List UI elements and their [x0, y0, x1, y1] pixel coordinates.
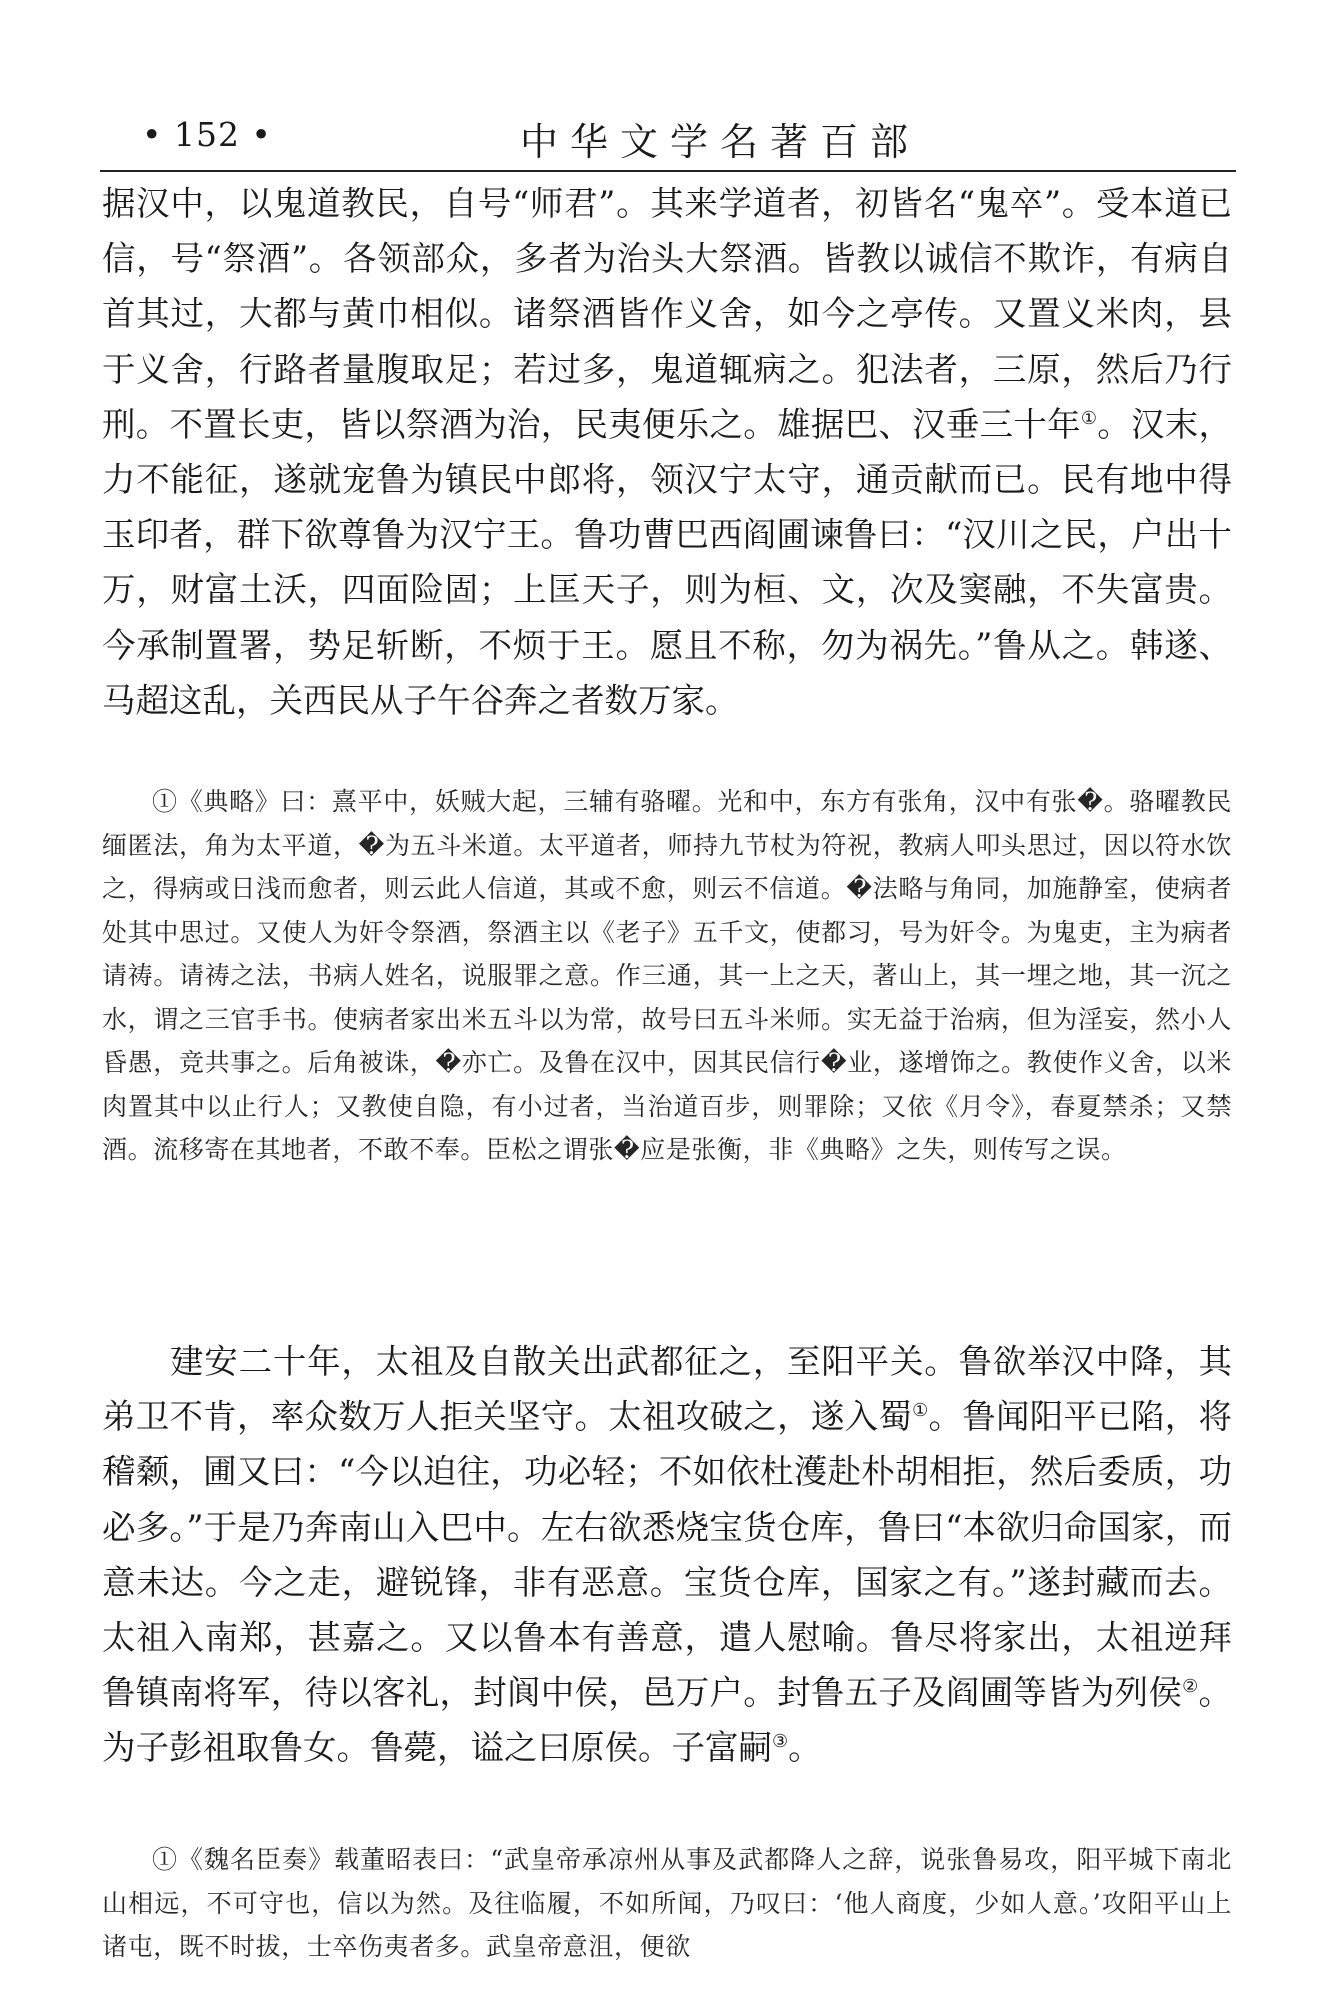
body-paragraph-1: [102, 176, 1232, 728]
page-header: [100, 105, 1236, 165]
body-paragraph-2: [102, 1334, 1232, 1776]
page-number: • 152 •: [142, 115, 272, 154]
paragraph-text: 建安二十年，太祖及自散关出武都征之，至阳平关。鲁欲举汉中降，其弟卫不肯，率众数万人拒关坚守。太祖攻破之，遂入蜀: [102, 1342, 1232, 1437]
footnote-1: ①《典略》曰：熹平中，妖贼大起，三辅有骆曜。光和中，东方有张角，汉中有张�。骆曜教民缅匿法，角为太平道，�为五斗米道。太平道者，师持九节杖为符祝，教病人叩头思过，因以符水饮之，得病或日浅而愈者，则云此人信道，其或不愈，则云不信道。�法略与角同，加施静室，使病者处其中思过。又使人为奸令祭酒，祭酒主以《老子》五千文，使都习，号为奸令。为鬼吏，主为病者请祷。请祷之法，书病人姓名，说服罪之意。作三通，其一上之天，著山上，其一埋之地，其一沉之水，谓之三官手书。使病者家出米五斗以为常，故号曰五斗米师。实无益于治病，但为淫妄，然小人昏愚，竞共事之。后角被诛，�亦亡。及鲁在汉中，因其民信行�业，遂增饰之。教使作义舍，以米肉置其中以止行人；又教使自隐，有小过者，当治道百步，则罪除；又依《月令》，春夏禁杀；又禁酒。流移寄在其地者，不敢不奉。臣松之谓张�应是张衡，非《典略》之失，则传写之误。: [102, 787, 1232, 1164]
paragraph-text: 。汉末，力不能征，遂就宠鲁为镇民中郎将，领汉宁太守，通贡献而已。民有地中得玉印者，群下欲尊鲁为汉宁王。鲁功曹巴西阎圃谏鲁曰：“汉川之民，户出十万，财富土沃，四面险固；上匡天子，则为桓、文，次及窦融，不失富贵。今承制置署，势足斩断，不烦于王。愿且不称，勿为祸先。”鲁从之。韩遂、马超这乱，关西民从子午谷奔之者数万家。: [102, 404, 1233, 720]
footnote-marker: ②: [1182, 1676, 1199, 1698]
paragraph-text: 据汉中，以鬼道教民，自号“师君”。其来学道者，初皆名“鬼卒”。受本道已信，号“祭酒”。各领部众，多者为治头大祭酒。皆教以诚信不欺诈，有病自首其过，大都与黄巾相似。诸祭酒皆作义舍，如今之亭传。又置义米肉，县于义舍，行路者量腹取足；若过多，鬼道辄病之。犯法者，三原，然后乃行刑。不置长吏，皆以祭酒为治，民夷便乐之。雄据巴、汉垂三十年: [102, 184, 1232, 444]
running-title: 中华文学名著百部: [520, 120, 921, 164]
footnote-marker: ①: [1080, 407, 1098, 429]
paragraph-text: 。: [788, 1728, 822, 1768]
footnote-marker: ③: [772, 1731, 789, 1753]
header-rule: [100, 170, 1236, 172]
paragraph-text: 。为子彭祖取鲁女。鲁薨，谥之曰原侯。子富嗣: [102, 1673, 1232, 1768]
footnote-2: ①《魏名臣奏》载董昭表曰：“武皇帝承凉州从事及武都降人之辞，说张鲁易攻，阳平城下南北山相远，不可守也，信以为然。及往临履，不如所闻，乃叹曰：‘他人商度，少如人意。’攻阳平山上诸屯，既不时拔，士卒伤夷者多。武皇帝意沮，便欲: [102, 1845, 1232, 1961]
paragraph-text: 。鲁闻阳平已陷，将稽颡，圃又曰：“今以迫往，功必轻；不如依杜濩赴朴胡相拒，然后委质，功必多。”于是乃奔南山入巴中。左右欲悉烧宝货仓库，鲁曰“本欲归命国家，而意未达。今之走，避锐锋，非有恶意。宝货仓库，国家之有。”遂封藏而去。太祖入南郑，甚嘉之。又以鲁本有善意，遣人慰喻。鲁尽将家出，太祖逆拜鲁镇南将军，待以客礼，封阆中侯，邑万户。封鲁五子及阎圃等皆为列侯: [102, 1397, 1233, 1713]
footnote-marker: ①: [912, 1400, 929, 1422]
